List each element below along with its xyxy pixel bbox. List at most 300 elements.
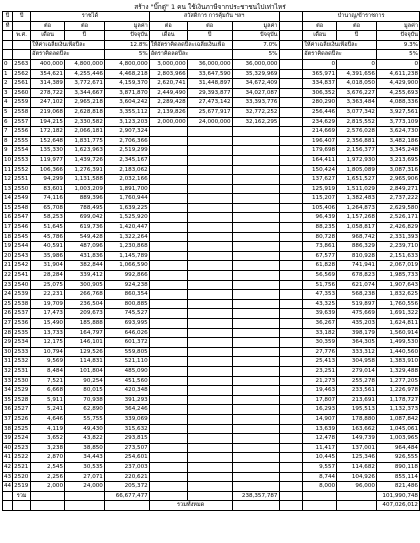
h-pen-m-bot: เดือน — [303, 31, 337, 41]
cell-h: 810,928 — [337, 251, 377, 261]
cell-g: 214,669 — [303, 127, 337, 137]
cell-c: 451,560 — [104, 376, 149, 386]
cell-i: 20 — [3, 251, 13, 261]
cell-h: 2,356,881 — [337, 136, 377, 146]
cell-b: 34,443 — [65, 453, 105, 463]
cell-i: 28 — [3, 328, 13, 338]
cell-k: 1,003,965 — [376, 434, 419, 444]
cell-f — [232, 271, 279, 281]
cell-d — [149, 357, 187, 367]
cell-spacer — [279, 117, 303, 127]
cell-g: 56,569 — [303, 271, 337, 281]
header-row-1 — [3, 12, 420, 22]
cell-e — [187, 242, 232, 252]
table-row — [3, 405, 420, 415]
cell-f — [232, 290, 279, 300]
cell-d — [149, 280, 187, 290]
cell-y: 2561 — [13, 79, 31, 89]
cell-spacer — [279, 59, 303, 69]
cell-y: 2528 — [13, 395, 31, 405]
cell-spacer — [279, 424, 303, 434]
cell-k: 1,499,530 — [376, 338, 419, 348]
cell-a: 22,231 — [31, 290, 65, 300]
cell-d — [149, 165, 187, 175]
cell-f — [232, 203, 279, 213]
cell-c: 364,246 — [104, 405, 149, 415]
cell-f — [232, 386, 279, 396]
cell-a: 65,708 — [31, 203, 65, 213]
cell-h: 137,001 — [337, 443, 377, 453]
cell-a: 219,068 — [31, 107, 65, 117]
cell-y: 2546 — [13, 223, 31, 233]
cell-e — [187, 155, 232, 165]
cell-d: 2,000,000 — [149, 117, 187, 127]
cell-f — [232, 443, 279, 453]
cell-e — [187, 194, 232, 204]
cell-c: 3,355,112 — [104, 107, 149, 117]
cell-spacer — [279, 347, 303, 357]
cell-h: 125,346 — [337, 453, 377, 463]
cell-f — [232, 405, 279, 415]
cell-i: 5 — [3, 107, 13, 117]
cell-e — [187, 127, 232, 137]
cell-f — [232, 136, 279, 146]
cell-i: 39 — [3, 434, 13, 444]
cell-i: 11 — [3, 165, 13, 175]
cell-b: 1,003,209 — [65, 184, 105, 194]
cell-g: 10,445 — [303, 453, 337, 463]
cell-a: 45,786 — [31, 232, 65, 242]
cell-f — [232, 213, 279, 223]
cell-d — [149, 453, 187, 463]
cell-spacer — [279, 223, 303, 233]
cell-spacer — [279, 309, 303, 319]
cell-d — [149, 290, 187, 300]
cell-h: 4,018,050 — [337, 79, 377, 89]
cell-spacer — [279, 203, 303, 213]
rate-row-2 — [3, 50, 420, 60]
cell-i: 38 — [3, 424, 13, 434]
cell-c: 237,003 — [104, 462, 149, 472]
totals-row — [3, 491, 420, 501]
cell-e — [187, 175, 232, 185]
cell-spacer — [279, 290, 303, 300]
cell-k: 1,045,061 — [376, 424, 419, 434]
cell-y: 2535 — [13, 328, 31, 338]
cell-a: 31,904 — [31, 261, 65, 271]
cell-i: 42 — [3, 462, 13, 472]
cell-b: 2,628,818 — [65, 107, 105, 117]
cell-g: 306,352 — [303, 88, 337, 98]
cell-spacer — [279, 338, 303, 348]
cell-g: 36,267 — [303, 319, 337, 329]
cell-y: 2552 — [13, 165, 31, 175]
cell-y: 2538 — [13, 299, 31, 309]
cell-e — [187, 223, 232, 233]
cell-y: 2524 — [13, 434, 31, 444]
totals-label: รวม — [13, 491, 31, 501]
cell-g: 137,627 — [303, 175, 337, 185]
cell-a: 4,119 — [31, 424, 65, 434]
cell-h: 621,074 — [337, 280, 377, 290]
cell-c: 391,293 — [104, 395, 149, 405]
cell-b: 788,495 — [65, 203, 105, 213]
cell-i: 41 — [3, 453, 13, 463]
cell-a: 2,870 — [31, 453, 65, 463]
cell-a: 2,000 — [31, 482, 65, 492]
cell-h: 3,676,227 — [337, 88, 377, 98]
cell-g: 334,837 — [303, 79, 337, 89]
cell-i: 35 — [3, 395, 13, 405]
cell-b: 889,396 — [65, 194, 105, 204]
cell-f — [232, 175, 279, 185]
cell-a: 25,075 — [31, 280, 65, 290]
cell-k: 4,611,238 — [376, 69, 419, 79]
cell-d — [149, 405, 187, 415]
cell-e — [187, 366, 232, 376]
cell-c: 1,145,789 — [104, 251, 149, 261]
cell-b: 382,844 — [65, 261, 105, 271]
table-row — [3, 165, 420, 175]
cell-d: 2,449,490 — [149, 88, 187, 98]
cell-i: 40 — [3, 443, 13, 453]
cell-i: 10 — [3, 155, 13, 165]
cell-f — [232, 482, 279, 492]
cell-y: 2550 — [13, 184, 31, 194]
cell-a: 83,601 — [31, 184, 65, 194]
cell-b: 236,504 — [65, 299, 105, 309]
cell-c: 420,348 — [104, 386, 149, 396]
cell-b: 70,938 — [65, 395, 105, 405]
table-row — [3, 146, 420, 156]
cell-c: 3,871,870 — [104, 88, 149, 98]
cell-i: 18 — [3, 232, 13, 242]
header-welfare: สวัสดิการ การคุ้มกัน ฯลฯ — [149, 12, 279, 22]
cell-b: 43,822 — [65, 434, 105, 444]
h-pen-y-top: ต่อ — [337, 21, 377, 31]
cell-i: 37 — [3, 414, 13, 424]
cell-e: 33,647,590 — [187, 69, 232, 79]
cell-g: 21,273 — [303, 376, 337, 386]
cell-h: 304,958 — [337, 357, 377, 367]
cell-i: 17 — [3, 223, 13, 233]
cell-g: 12,478 — [303, 434, 337, 444]
cell-f — [232, 251, 279, 261]
cell-a: 58,253 — [31, 213, 65, 223]
cell-y: 2553 — [13, 155, 31, 165]
cell-k: 3,927,561 — [376, 107, 419, 117]
cell-g: 27,776 — [303, 347, 337, 357]
welfare-inflation-value: 7.0% — [232, 40, 279, 50]
table-row — [3, 338, 420, 348]
table-row — [3, 194, 420, 204]
cell-g: 8,744 — [303, 472, 337, 482]
cell-k: 1,832,625 — [376, 290, 419, 300]
cell-e — [187, 414, 232, 424]
table-row — [3, 223, 420, 233]
welfare-inflation-label: ให้อัตราคิดลดปีละเฉลี่ยเงินเฟ้อ — [149, 40, 232, 50]
cell-b: 1,831,775 — [65, 136, 105, 146]
cell-y: 2539 — [13, 290, 31, 300]
welfare-discount-value: 5% — [232, 50, 279, 60]
cell-b: 699,042 — [65, 213, 105, 223]
cell-spacer — [279, 251, 303, 261]
cell-e — [187, 482, 232, 492]
table-row — [3, 462, 420, 472]
cell-d — [149, 347, 187, 357]
cell-e — [187, 472, 232, 482]
cell-e — [187, 309, 232, 319]
cell-c: 1,525,920 — [104, 213, 149, 223]
cell-e — [187, 405, 232, 415]
cell-k: 2,239,710 — [376, 242, 419, 252]
cell-k: 2,849,271 — [376, 184, 419, 194]
table-row — [3, 107, 420, 117]
table-row — [3, 376, 420, 386]
cell-a: 94,299 — [31, 175, 65, 185]
cell-c: 601,372 — [104, 338, 149, 348]
table-row — [3, 136, 420, 146]
cell-y: 2526 — [13, 414, 31, 424]
cell-i: 24 — [3, 290, 13, 300]
cell-g: 150,424 — [303, 165, 337, 175]
cell-d: 2,803,966 — [149, 69, 187, 79]
cell-c: 2,519,299 — [104, 146, 149, 156]
cell-k: 1,760,556 — [376, 299, 419, 309]
grand-total-label: รวมทั้งหมด — [149, 501, 232, 511]
pension-discount-label: อัตราคิดลดปีละ — [303, 50, 377, 60]
cell-d: 3,000,000 — [149, 59, 187, 69]
cell-h: 519,897 — [337, 299, 377, 309]
cell-f — [232, 165, 279, 175]
cell-g: 365,971 — [303, 69, 337, 79]
cell-c: 860,354 — [104, 290, 149, 300]
cell-d — [149, 127, 187, 137]
cell-h: 398,179 — [337, 328, 377, 338]
header-year-top: ปี — [13, 12, 31, 22]
cell-c: 339,069 — [104, 414, 149, 424]
cell-a: 51,645 — [31, 223, 65, 233]
welfare-discount-label: อัตราคิดลดปีละ — [149, 50, 232, 60]
cell-a: 194,215 — [31, 117, 65, 127]
cell-f — [232, 434, 279, 444]
cell-f — [232, 376, 279, 386]
cell-c: 1,322,264 — [104, 232, 149, 242]
cell-h: 2,576,028 — [337, 127, 377, 137]
cell-g: 13,639 — [303, 424, 337, 434]
cell-k: 821,486 — [376, 482, 419, 492]
cell-a: 15,490 — [31, 319, 65, 329]
cell-f: 34,672,409 — [232, 79, 279, 89]
h-sal-v-bot: ปัจจุบัน — [104, 31, 149, 41]
cell-c: 1,420,447 — [104, 223, 149, 233]
cell-i: 16 — [3, 213, 13, 223]
cell-b: 431,836 — [65, 251, 105, 261]
table-row — [3, 424, 420, 434]
h-sal-y-bot: ปี — [65, 31, 105, 41]
cell-spacer — [279, 386, 303, 396]
cell-f — [232, 357, 279, 367]
cell-a: 247,102 — [31, 98, 65, 108]
h-wel-v-top: มูลค่า — [232, 21, 279, 31]
cell-b: 3,344,667 — [65, 88, 105, 98]
cell-f — [232, 319, 279, 329]
cell-e — [187, 299, 232, 309]
cell-spacer — [279, 405, 303, 415]
cell-y: 2551 — [13, 175, 31, 185]
cell-f: 34,027,087 — [232, 88, 279, 98]
cell-i: 8 — [3, 136, 13, 146]
table-row — [3, 117, 420, 127]
cell-a: 354,621 — [31, 69, 65, 79]
cell-b: 24,000 — [65, 482, 105, 492]
cell-f: 35,329,969 — [232, 69, 279, 79]
cell-g: 16,293 — [303, 405, 337, 415]
cell-d — [149, 251, 187, 261]
cell-i: 19 — [3, 242, 13, 252]
cell-y: 2529 — [13, 386, 31, 396]
cell-g: 234,629 — [303, 117, 337, 127]
table-row — [3, 184, 420, 194]
cell-e — [187, 462, 232, 472]
cell-g: 19,463 — [303, 386, 337, 396]
h-sal-y-top: ต่อ — [65, 21, 105, 31]
cell-g: 96,439 — [303, 213, 337, 223]
cell-h: 195,513 — [337, 405, 377, 415]
cell-c: 800,885 — [104, 299, 149, 309]
cell-h: 104,926 — [337, 472, 377, 482]
cell-f — [232, 146, 279, 156]
cell-k: 2,331,393 — [376, 232, 419, 242]
table-row — [3, 155, 420, 165]
cell-f — [232, 194, 279, 204]
cell-a: 6,668 — [31, 386, 65, 396]
cell-spacer — [279, 98, 303, 108]
cell-i: 1 — [3, 69, 13, 79]
cell-h: 1,972,930 — [337, 155, 377, 165]
cell-d — [149, 366, 187, 376]
cell-k: 1,560,914 — [376, 328, 419, 338]
cell-e — [187, 443, 232, 453]
cell-d: 2,289,428 — [149, 98, 187, 108]
cell-spacer — [279, 434, 303, 444]
cell-c: 205,372 — [104, 482, 149, 492]
cell-spacer — [279, 194, 303, 204]
cell-e — [187, 424, 232, 434]
cell-g: 88,235 — [303, 223, 337, 233]
cell-e — [187, 184, 232, 194]
cell-k: 1,132,373 — [376, 405, 419, 415]
cell-k: 2,737,222 — [376, 194, 419, 204]
cell-e — [187, 232, 232, 242]
cell-c: 2,183,062 — [104, 165, 149, 175]
data-table — [2, 11, 420, 511]
cell-c: 3,604,242 — [104, 98, 149, 108]
pension-inflation-value: 9.3% — [376, 40, 419, 50]
cell-k: 3,482,186 — [376, 136, 419, 146]
cell-c: 4,800,000 — [104, 59, 149, 69]
cell-a: 28,284 — [31, 271, 65, 281]
cell-c: 924,238 — [104, 280, 149, 290]
cell-spacer — [279, 242, 303, 252]
cell-k: 964,484 — [376, 443, 419, 453]
cell-k: 1,440,560 — [376, 347, 419, 357]
cell-spacer — [279, 155, 303, 165]
cell-y: 2543 — [13, 251, 31, 261]
cell-d — [149, 319, 187, 329]
cell-b: 2,066,181 — [65, 127, 105, 137]
cell-k: 855,114 — [376, 472, 419, 482]
cell-spacer — [279, 175, 303, 185]
cell-e: 29,393,877 — [187, 88, 232, 98]
cell-i: 29 — [3, 338, 13, 348]
cell-e — [187, 165, 232, 175]
table-row — [3, 242, 420, 252]
cell-a: 2,545 — [31, 462, 65, 472]
cell-d — [149, 184, 187, 194]
cell-b: 80,015 — [65, 386, 105, 396]
cell-b: 549,428 — [65, 232, 105, 242]
cell-h: 1,805,089 — [337, 165, 377, 175]
cell-k: 1,383,910 — [376, 357, 419, 367]
cell-g: 280,290 — [303, 98, 337, 108]
cell-a: 13,733 — [31, 328, 65, 338]
cell-d — [149, 395, 187, 405]
cell-b: 101,804 — [65, 366, 105, 376]
table-row — [3, 472, 420, 482]
cell-y: 2554 — [13, 146, 31, 156]
cell-e — [187, 319, 232, 329]
cell-c: 992,866 — [104, 271, 149, 281]
cell-a: 119,977 — [31, 155, 65, 165]
cell-c: 273,507 — [104, 443, 149, 453]
cell-k: 890,118 — [376, 462, 419, 472]
table-row — [3, 69, 420, 79]
cell-h: 255,278 — [337, 376, 377, 386]
cell-spacer — [279, 69, 303, 79]
cell-i: 32 — [3, 366, 13, 376]
cell-e: 27,473,142 — [187, 98, 232, 108]
cell-g: 11,417 — [303, 443, 337, 453]
cell-e — [187, 261, 232, 271]
cell-b: 1,276,391 — [65, 165, 105, 175]
cell-c: 2,907,324 — [104, 127, 149, 137]
cell-h: 4,391,656 — [337, 69, 377, 79]
cell-g: 9,557 — [303, 462, 337, 472]
cell-g: 256,446 — [303, 107, 337, 117]
cell-c: 4,468,218 — [104, 69, 149, 79]
table-row — [3, 98, 420, 108]
cell-spacer — [279, 88, 303, 98]
cell-b: 1,131,588 — [65, 175, 105, 185]
h-wel-v-bot: ปัจจุบัน — [232, 31, 279, 41]
cell-b: 27,071 — [65, 472, 105, 482]
cell-y: 2542 — [13, 261, 31, 271]
sheet-title: สร้าง "บิ๊กตู่" 1 คน ใช้เงินภาษีจากประชาชนไปเท่าไหร่ — [134, 3, 286, 11]
salary-discount-label: อัตราคิดลดปีละ — [31, 50, 105, 60]
cell-c: 646,026 — [104, 328, 149, 338]
cell-k: 1,226,978 — [376, 386, 419, 396]
cell-e — [187, 338, 232, 348]
cell-spacer — [279, 79, 303, 89]
cell-f — [232, 280, 279, 290]
cell-f — [232, 184, 279, 194]
cell-b: 1,623,963 — [65, 146, 105, 156]
table-row — [3, 261, 420, 271]
cell-e — [187, 290, 232, 300]
cell-f — [232, 453, 279, 463]
table-row — [3, 347, 420, 357]
